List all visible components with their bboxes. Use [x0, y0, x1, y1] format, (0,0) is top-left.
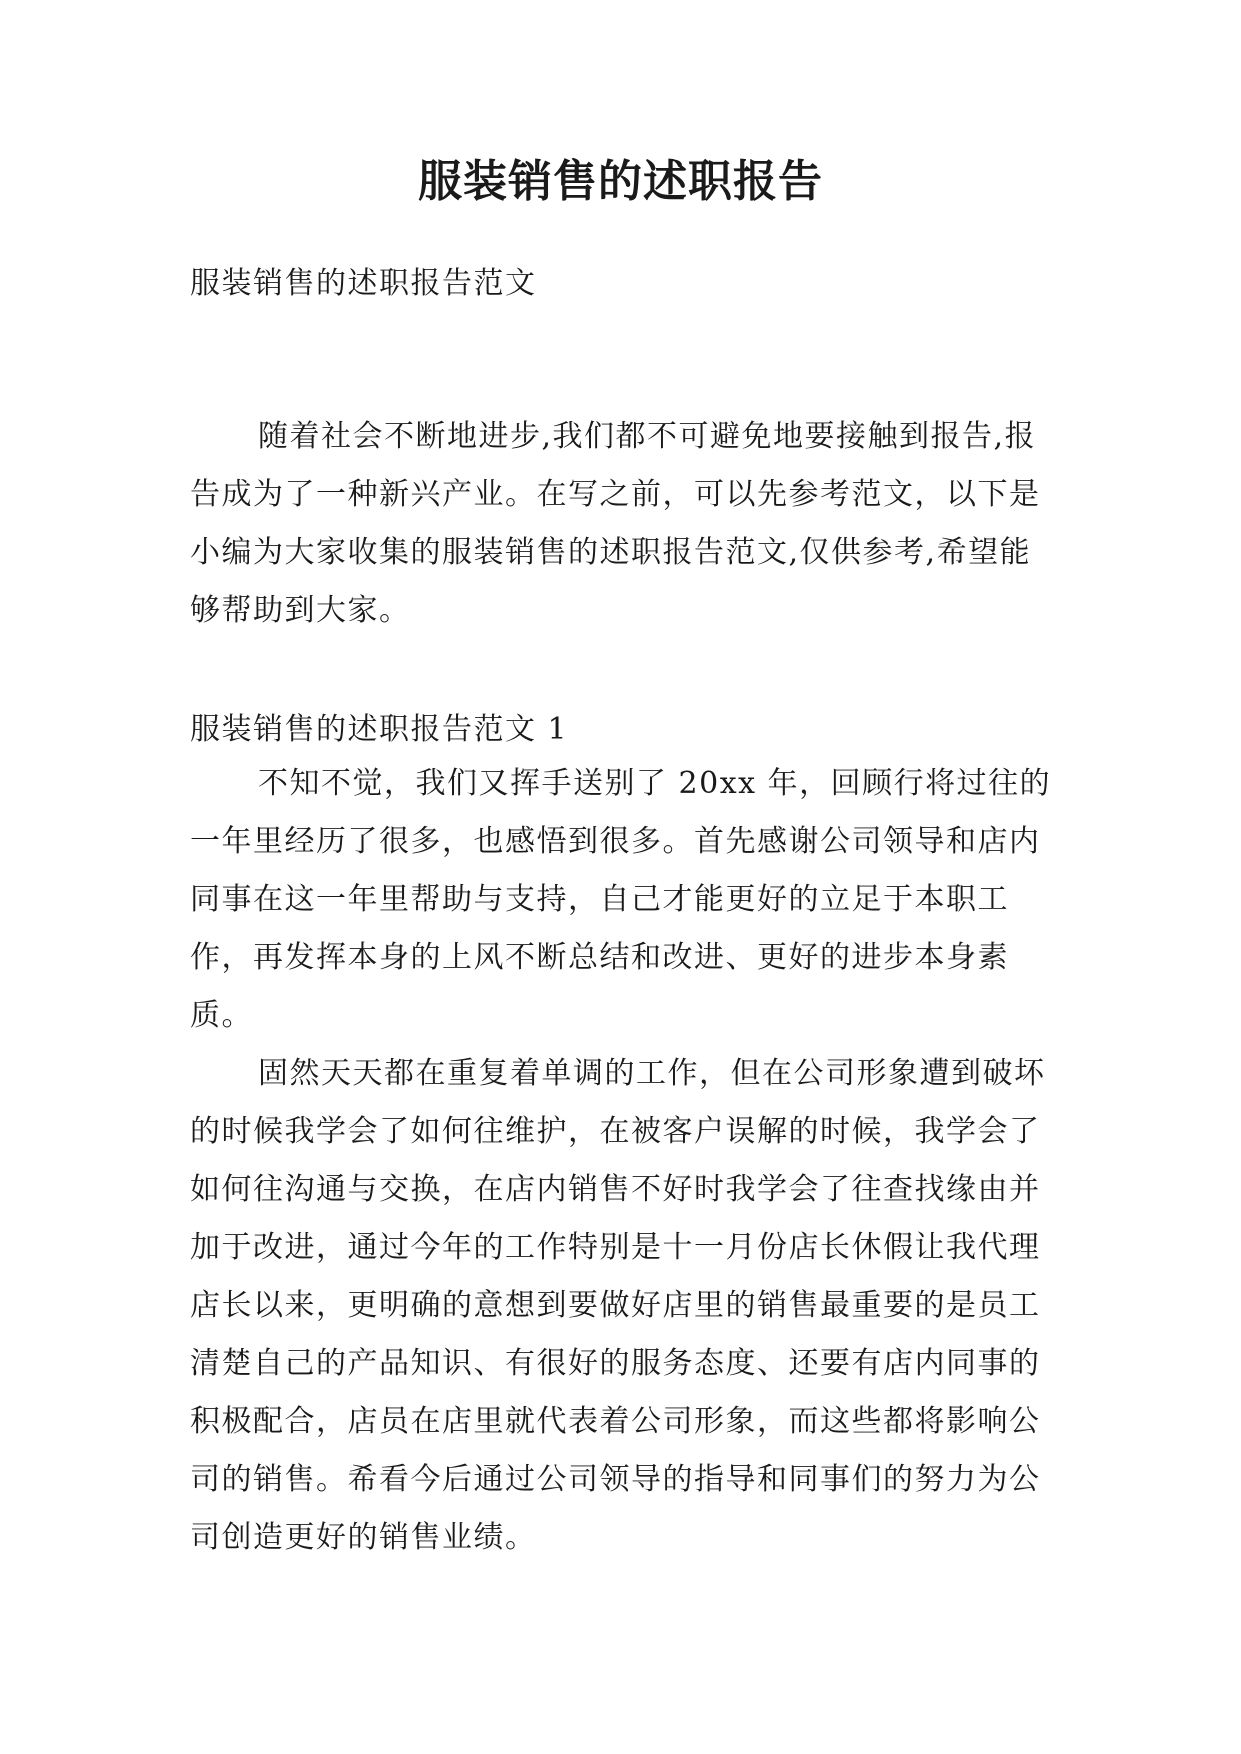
section-title: 服装销售的述职报告范文 1 — [190, 712, 569, 747]
body-paragraph-1: 不知不觉，我们又挥手送别了 20xx 年，回顾行将过往的一年里经历了很多，也感悟到很多。首先感谢公司领导和店内同事在这一年里帮助与支持，自己才能更好的立足于本职工作，再发挥本身的上风不断总结和改进、更好的进步本身素质。 — [190, 766, 1052, 1033]
intro-paragraph: 随着社会不断地进步,我们都不可避免地要接触到报告,报告成为了一种新兴产业。在写之前，可以先参考范文，以下是小编为大家收集的服装销售的述职报告范文,仅供参考,希望能够帮助到大家。 — [190, 419, 1041, 628]
document-title: 服装销售的述职报告 — [418, 156, 823, 207]
document-subtitle: 服装销售的述职报告范文 — [190, 266, 537, 301]
body-paragraph-2: 固然天天都在重复着单调的工作，但在公司形象遭到破坏的时候我学会了如何往维护，在被客户误解的时候，我学会了如何往沟通与交换，在店内销售不好时我学会了往查找缘由并加于改进，通过今年的工作特别是十一月份店长休假让我代理店长以来，更明确的意想到要做好店里的销售最重要的是员工清楚自己的产品知识、有很好的服务态度、还要有店内同事的积极配合，店员在店里就代表着公司形象，而这些都将影响公司的销售。希看今后通过公司领导的指导和同事们的努力为公司创造更好的销售业绩。 — [190, 1056, 1046, 1555]
